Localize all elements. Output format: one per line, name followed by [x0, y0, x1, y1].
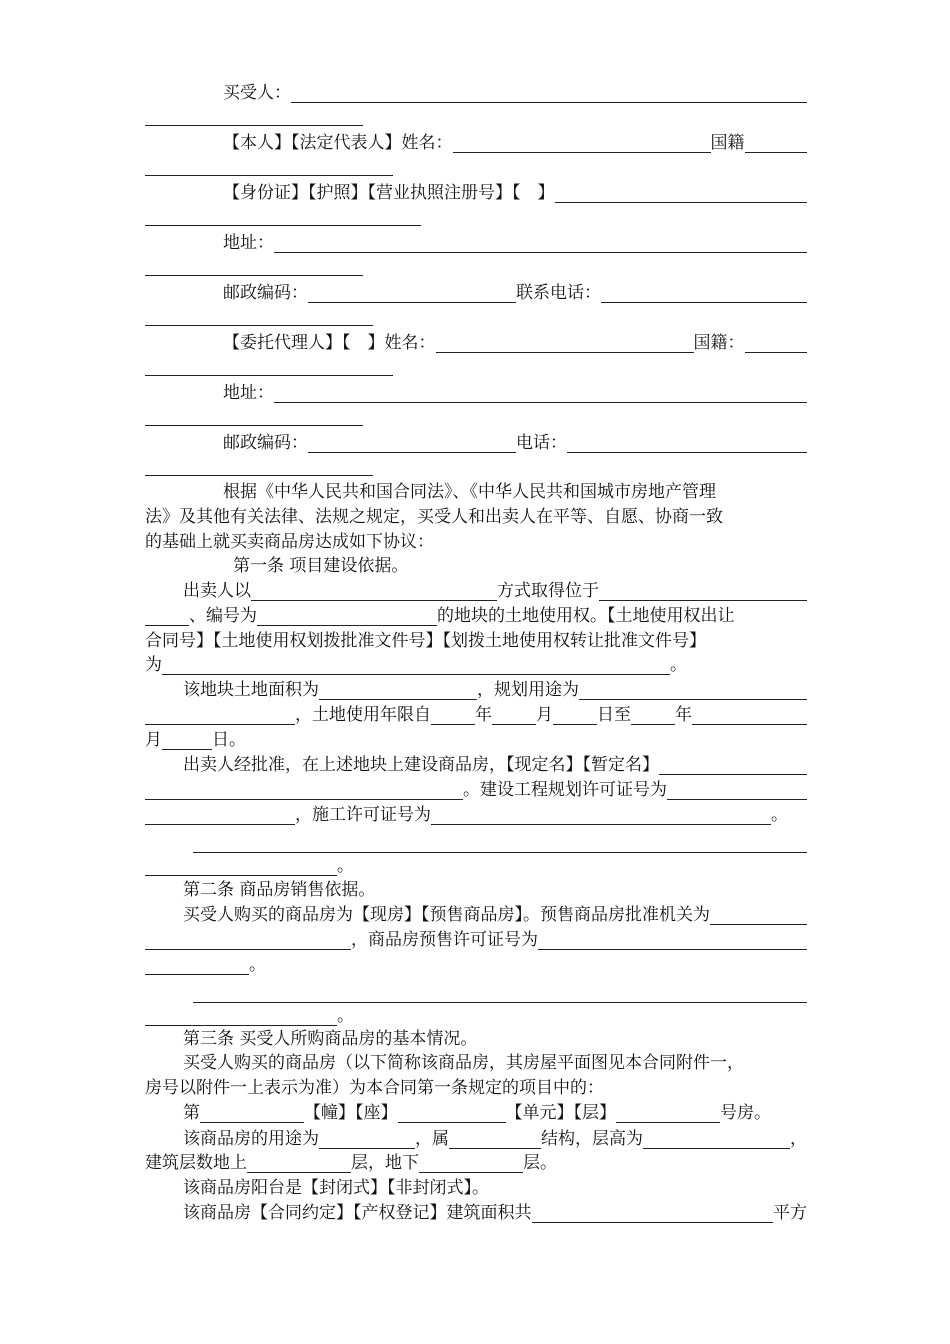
- article3-p3-b: ，属: [415, 1129, 449, 1149]
- article2-title: [145, 877, 807, 903]
- article1-p2-c: ，土地使用年限自: [295, 705, 431, 725]
- preamble-line-3: [145, 529, 807, 555]
- preamble-line-1: [145, 479, 807, 505]
- start-month-blank[interactable]: [492, 705, 536, 725]
- planned-use-blank-cont[interactable]: [145, 705, 295, 725]
- article1-p1-line3: [145, 628, 807, 654]
- article1-extra-blank-cont[interactable]: [145, 856, 337, 876]
- end-year-blank[interactable]: [631, 705, 675, 725]
- preamble-text-2: 法》及其他有关法律、法规之规定，买受人和出卖人在平等、自愿、协商一致: [145, 507, 723, 527]
- article1-p2-year2: 年: [675, 705, 692, 725]
- buyer-address-blank[interactable]: [274, 233, 807, 253]
- article2-p1-c: 。: [249, 955, 266, 975]
- buyer-phone-blank-cont[interactable]: [145, 306, 373, 326]
- article2-extra-blank[interactable]: [193, 983, 807, 1003]
- article3-p2-c: 【单元】【层】: [505, 1103, 616, 1123]
- article1-p3-e: 。: [337, 856, 354, 876]
- buyer-label: 买受人：: [223, 83, 291, 103]
- agent-label: 【委托代理人】【 】姓名：: [223, 333, 436, 353]
- buyer-id-blank-cont[interactable]: [145, 206, 421, 226]
- article1-p2-line3: [145, 727, 807, 753]
- article1-p2-day2: 日。: [212, 730, 246, 750]
- article3-p3-line2: [145, 1150, 807, 1176]
- article1-p2-day-to: 日至: [597, 705, 631, 725]
- article1-p1-c: 、编号为: [189, 606, 257, 626]
- article2-p1-line2: [145, 927, 807, 953]
- preamble-line-2: [145, 504, 807, 530]
- article3-p2-line: [145, 1100, 807, 1126]
- agent-phone-blank-cont[interactable]: [145, 456, 373, 476]
- article1-p1-a: 出卖人以: [183, 581, 251, 601]
- article3-title-text: 第三条 买受人所购商品房的基本情况。: [183, 1029, 478, 1049]
- house-use-blank[interactable]: [319, 1129, 415, 1149]
- buyer-postcode-line-cont: [145, 303, 807, 329]
- article1-p2-year: 年: [475, 705, 492, 725]
- unit-number-blank[interactable]: [398, 1103, 506, 1123]
- article1-p3-d: 。: [771, 805, 788, 825]
- buyer-line-cont: [145, 103, 807, 129]
- article3-p4: 该商品房阳台是【封闭式】【非封闭式】。: [183, 1178, 489, 1198]
- article3-title: [145, 1026, 807, 1052]
- article3-p2-b: 【幢】【座】: [304, 1103, 398, 1123]
- buyer-address-blank-cont[interactable]: [145, 256, 363, 276]
- article3-p3-c: 结构，层高为: [541, 1129, 643, 1149]
- article2-extra-blank-cont[interactable]: [145, 1006, 337, 1026]
- article1-p3-a: 出卖人经批准，在上述地块上建设商品房，【现定名】【暂定名】: [183, 755, 659, 775]
- buyer-postcode-blank[interactable]: [308, 283, 516, 303]
- agent-address-label: 地址：: [223, 383, 274, 403]
- article1-p1-f: 为: [145, 655, 162, 675]
- building-number-blank[interactable]: [200, 1103, 304, 1123]
- buyer-rep-label: 【本人】【法定代表人】姓名：: [223, 133, 453, 153]
- land-document-number-blank[interactable]: [162, 655, 670, 675]
- buyer-nationality-blank[interactable]: [745, 133, 808, 153]
- article2-p1-line3: [145, 952, 807, 978]
- article3-p4-line: [145, 1175, 807, 1201]
- agent-address-blank[interactable]: [274, 383, 807, 403]
- buyer-phone-label: 联系电话：: [516, 283, 601, 303]
- agent-postcode-line-cont: [145, 453, 807, 479]
- article3-p2-a: 第: [183, 1103, 200, 1123]
- article1-p1-d: 的地块的土地使用权。【土地使用权出让: [437, 606, 735, 626]
- buyer-postcode-label: 邮政编码：: [223, 283, 308, 303]
- agent-address-line-cont: [145, 403, 807, 429]
- article3-p3-a: 该商品房的用途为: [183, 1129, 319, 1149]
- article1-p1-line2: [145, 603, 807, 629]
- article1-extra-blank[interactable]: [193, 833, 807, 853]
- presale-permit-blank-cont[interactable]: [145, 955, 249, 975]
- article3-p1-line1: [145, 1050, 807, 1076]
- article1-p1-line1: [145, 578, 807, 604]
- buyer-address-line-cont: [145, 253, 807, 279]
- buyer-id-types: 【身份证】【护照】【营业执照注册号】【 】: [223, 183, 555, 203]
- article3-p5-a: 该商品房【合同约定】【产权登记】建筑面积共: [183, 1203, 532, 1223]
- article1-p3-line3: [145, 802, 807, 828]
- presale-authority-blank-cont[interactable]: [145, 930, 351, 950]
- article1-p2-line1: [145, 677, 807, 703]
- floors-above-blank[interactable]: [247, 1153, 351, 1173]
- agent-postcode-label: 邮政编码：: [223, 433, 308, 453]
- article3-p2-d: 号房。: [720, 1103, 771, 1123]
- article1-title: [145, 553, 807, 579]
- agent-nationality-blank[interactable]: [745, 333, 808, 353]
- article1-p2-month2: 月: [145, 730, 162, 750]
- planned-use-blank[interactable]: [579, 680, 807, 700]
- article3-p1-l1: 买受人购买的商品房（以下简称该商品房，其房屋平面图见本合同附件一，: [183, 1053, 744, 1073]
- article1-extra-line-cont: [145, 853, 807, 879]
- article3-p3-e: 建筑层数地上: [145, 1153, 247, 1173]
- article1-title-text: 第一条 项目建设依据。: [233, 556, 409, 576]
- agent-name-blank[interactable]: [436, 333, 694, 353]
- land-area-blank[interactable]: [319, 680, 477, 700]
- article2-title-text: 第二条 商品房销售依据。: [183, 880, 376, 900]
- agent-address-blank-cont[interactable]: [145, 406, 363, 426]
- article2-p1-d: 。: [337, 1006, 354, 1026]
- article3-p3-d: ，: [790, 1129, 807, 1149]
- article1-p1-line4: [145, 652, 807, 678]
- buyer-id-blank[interactable]: [555, 183, 808, 203]
- buyer-phone-blank[interactable]: [601, 283, 807, 303]
- land-location-blank[interactable]: [599, 581, 807, 601]
- article1-p2-month: 月: [536, 705, 553, 725]
- land-acquisition-method-blank[interactable]: [251, 581, 497, 601]
- agent-phone-label: 电话：: [516, 433, 567, 453]
- floors-below-blank[interactable]: [419, 1153, 523, 1173]
- preamble-text-3: 的基础上就买卖商品房达成如下协议：: [145, 532, 434, 552]
- article3-p1-line2: [145, 1075, 807, 1101]
- article3-p3-f: 层，地下: [351, 1153, 419, 1173]
- planning-permit-blank[interactable]: [667, 780, 807, 800]
- article1-p1-e: 合同号】【土地使用权划拨批准文件号】【划拨土地使用权转让批准文件号】: [145, 631, 706, 651]
- article1-p2-a: 该地块土地面积为: [183, 680, 319, 700]
- room-number-blank[interactable]: [616, 1103, 720, 1123]
- agent-postcode-blank[interactable]: [308, 433, 516, 453]
- buyer-nationality-label: 国籍: [710, 133, 745, 153]
- buyer-rep-line-cont: [145, 153, 807, 179]
- buyer-blank[interactable]: [291, 83, 807, 103]
- buyer-rep-name-blank[interactable]: [453, 133, 711, 153]
- presale-authority-blank[interactable]: [710, 905, 807, 925]
- floor-height-blank[interactable]: [643, 1129, 790, 1149]
- agent-phone-blank[interactable]: [567, 433, 807, 453]
- structure-blank[interactable]: [449, 1129, 541, 1149]
- article1-p2-b: ，规划用途为: [477, 680, 579, 700]
- presale-permit-blank[interactable]: [538, 930, 807, 950]
- buyer-id-line-cont: [145, 203, 807, 229]
- buyer-address-label: 地址：: [223, 233, 274, 253]
- article2-p1-a: 买受人购买的商品房为【现房】【预售商品房】。预售商品房批准机关为: [183, 905, 710, 925]
- construction-permit-blank[interactable]: [431, 805, 771, 825]
- article3-p5-b: 平方: [773, 1203, 807, 1223]
- start-year-blank[interactable]: [431, 705, 475, 725]
- start-day-blank[interactable]: [553, 705, 597, 725]
- project-name-blank[interactable]: [659, 755, 807, 775]
- agent-line-cont: [145, 353, 807, 379]
- article3-p1-l2: 房号以附件一上表示为准）为本合同第一条规定的项目中的：: [145, 1078, 604, 1098]
- article2-p1-b: ，商品房预售许可证号为: [351, 930, 538, 950]
- article2-p1-line1: [145, 902, 807, 928]
- article1-p2-line2: [145, 702, 807, 728]
- end-month-blank[interactable]: [692, 705, 807, 725]
- agent-nationality-label: 国籍：: [693, 333, 745, 353]
- land-number-blank[interactable]: [257, 606, 437, 626]
- article1-p3-line2: [145, 777, 807, 803]
- article1-p3-line1: [145, 752, 807, 778]
- article3-p3-g: 层。: [523, 1153, 557, 1173]
- preamble-text-1: 根据《中华人民共和国合同法》、《中华人民共和国城市房地产管理: [223, 482, 716, 502]
- land-location-blank-cont[interactable]: [145, 606, 189, 626]
- article1-p3-c: ，施工许可证号为: [295, 805, 431, 825]
- article3-p5-line: [145, 1200, 807, 1226]
- project-name-blank-cont[interactable]: [145, 780, 463, 800]
- article3-p3-line1: [145, 1126, 807, 1152]
- planning-permit-blank-cont[interactable]: [145, 805, 295, 825]
- buyer-nationality-blank-cont[interactable]: [145, 156, 393, 176]
- article1-p3-b: 。建设工程规划许可证号为: [463, 780, 667, 800]
- end-day-blank[interactable]: [162, 730, 212, 750]
- article1-p1-b: 方式取得位于: [497, 581, 599, 601]
- buyer-blank-cont[interactable]: [145, 106, 363, 126]
- article1-p1-g: 。: [670, 655, 687, 675]
- agent-nationality-blank-cont[interactable]: [145, 356, 393, 376]
- building-area-blank[interactable]: [532, 1203, 774, 1223]
